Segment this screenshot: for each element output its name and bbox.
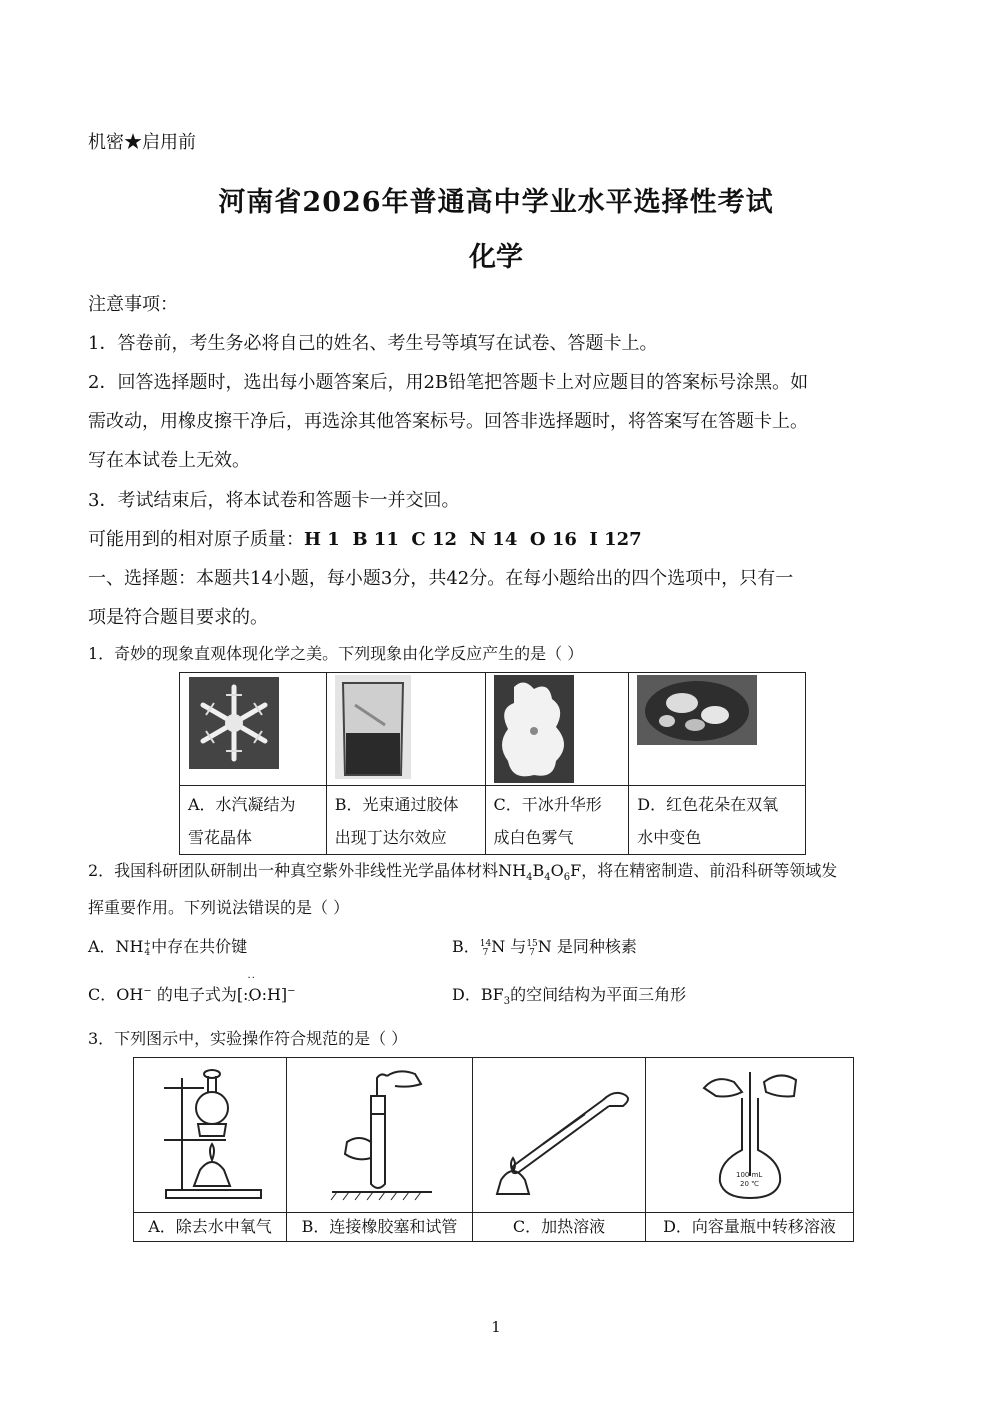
beaker-photo-icon [335,675,411,779]
option-a-label: A．除去水中氧气 [134,1213,287,1242]
section-1-line-2: 项是符合题目要求的。 [88,607,268,628]
question-2-option-a: A．NH+ 4中存在共价键 [88,937,248,958]
option-a-caption: A．水汽凝结为 雪花晶体 [180,786,327,855]
exam-subject: 化学 [469,242,523,273]
confidential-mark: 机密★启用前 [88,132,196,153]
notice-item-2-line-2: 需改动，用橡皮擦干净后，再选涂其他答案标号。回答非选择题时，将答案写在答题卡上。 [88,411,808,432]
heating-tube-icon [473,1058,645,1208]
option-c-apparatus-cell [473,1058,646,1213]
option-a-image-cell [180,673,327,786]
question-2-stem-line-2: 挥重要作用。下列说法错误的是（ ） [88,898,350,917]
option-d-caption: D．红色花朵在双氧 水中变色 [629,786,806,855]
section-1-line-1: 一、选择题：本题共14小题，每小题3分，共42分。在每小题给出的四个选项中，只有一 [88,568,794,589]
flower-photo-icon [637,675,757,745]
option-b-apparatus-cell [287,1058,473,1213]
option-c-image-cell [485,673,629,786]
option-b-caption: B．光束通过胶体 出现丁达尔效应 [326,786,485,855]
notice-item-2-line-3: 写在本试卷上无效。 [88,450,250,471]
question-3-options-table [133,1057,854,1242]
option-b-label: B．连接橡胶塞和试管 [287,1213,473,1242]
snowflake-photo-icon [189,677,279,769]
option-d-apparatus-cell [646,1058,854,1213]
volumetric-flask-icon [646,1058,853,1208]
question-2-option-d: D．$BF_3$的空间结构为平面三角形 [452,985,687,1008]
option-d-image-cell [629,673,806,786]
flask-volume-label: 100 mL [736,1171,763,1179]
exam-title: 河南省2026年普通高中学业水平选择性考试 [218,187,774,218]
question-2-option-c: C．OH− 的电子式为[:· · O · ·:H]− [88,982,296,1005]
option-b-image-cell [326,673,485,786]
notice-heading: 注意事项： [88,294,178,315]
option-c-label: C．加热溶液 [473,1213,646,1242]
question-3-stem: 3．下列图示中，实验操作符合规范的是（ ） [88,1029,408,1048]
option-a-apparatus-cell [134,1058,287,1213]
notice-item-2-line-1: 2．回答选择题时，选出每小题答案后，用2B铅笔把答题卡上对应题目的答案标号涂黑。如 [88,372,809,393]
atomic-mass-values: H 1 B 11 C 12 N 14 O 16 I 127 [304,529,642,550]
question-1-options-table [179,672,806,855]
distillation-apparatus-icon [134,1058,286,1208]
question-1-stem: 1．奇妙的现象直观体现化学之美。下列现象由化学反应产生的是（ ） [88,644,584,663]
question-2-stem-line-1: 2．我国科研团队研制出一种真空紫外非线性光学晶体材料$NH_4B_4O_6F$，将在精密制造、前沿科研等领域发 [88,861,838,884]
fog-photo-icon [494,675,574,783]
atomic-mass-line [88,525,642,551]
test-tube-hand-icon [287,1058,472,1208]
page-number: 1 [491,1318,501,1336]
option-d-label: D．向容量瓶中转移溶液 [646,1213,854,1242]
notice-item-3: 3．考试结束后，将本试卷和答题卡一并交回。 [88,490,460,511]
option-c-caption: C．干冰升华形 成白色雾气 [485,786,629,855]
atomic-mass-label: 可能用到的相对原子质量： [88,529,304,550]
question-2-option-b: B．14 7 N 与15 7 N 是同种核素 [452,937,637,958]
notice-item-1: 1．答卷前，考生务必将自己的姓名、考生号等填写在试卷、答题卡上。 [88,333,658,354]
flask-temp-label: 20 ℃ [740,1180,759,1188]
